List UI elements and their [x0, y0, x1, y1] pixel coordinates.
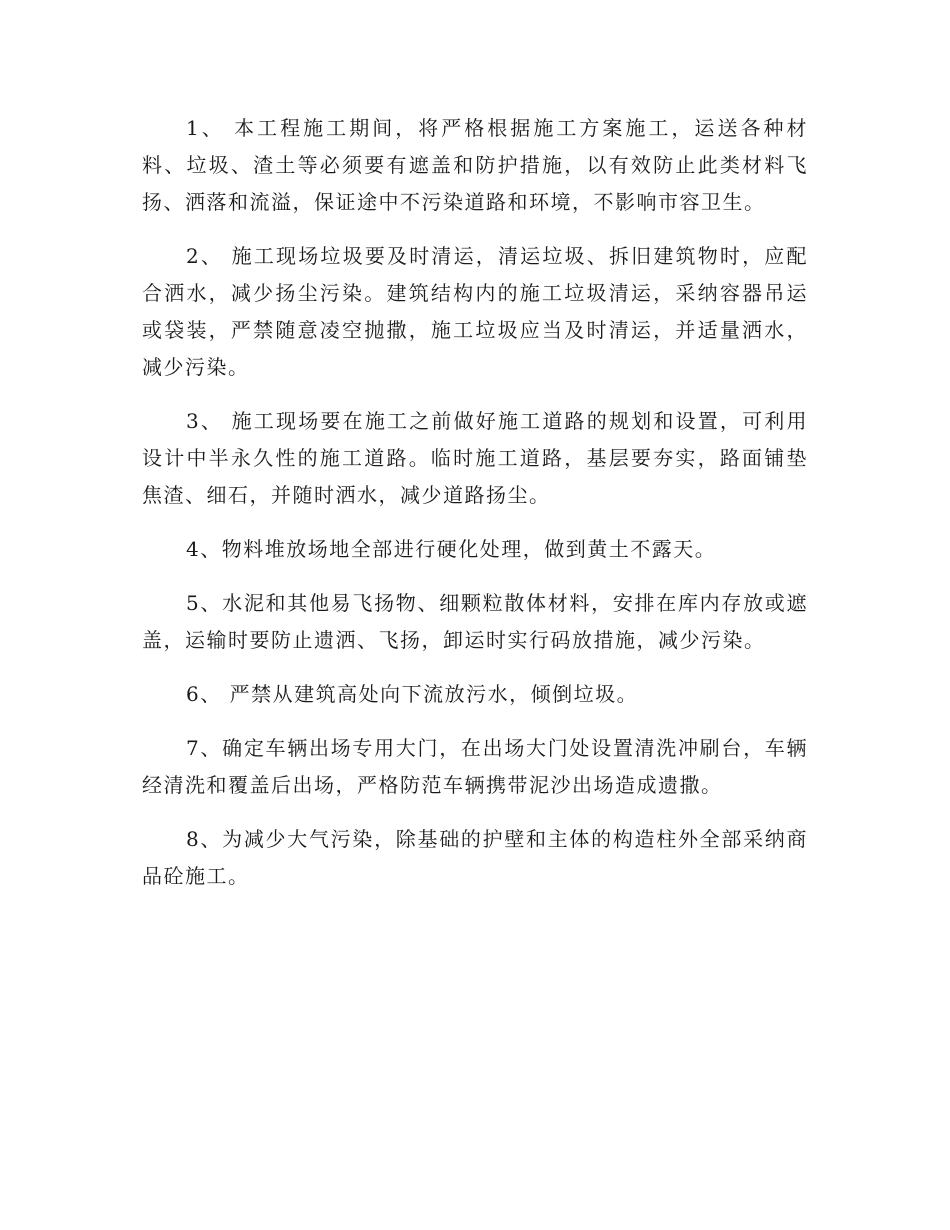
- paragraph-1: 1、 本工程施工期间，将严格根据施工方案施工，运送各种材料、垃圾、渣土等必须要有遮盖和防护措施，以有效防止此类材料飞扬、洒落和流溢，保证途中不污染道路和环境，不影响市容卫生。: [142, 116, 808, 214]
- paragraph-5: 5、水泥和其他易飞扬物、细颗粒散体材料，安排在库内存放或遮盖，运输时要防止遗洒、飞扬，卸运时实行码放措施，减少污染。: [142, 591, 808, 652]
- paragraph-8: 8、为减少大气污染，除基础的护壁和主体的构造柱外全部采纳商品砼施工。: [142, 827, 808, 888]
- paragraph-4: 4、物料堆放场地全部进行硬化处理，做到黄土不露天。: [186, 537, 717, 561]
- paragraph-2: 2、 施工现场垃圾要及时清运，清运垃圾、拆旧建筑物时，应配合洒水，减少扬尘污染。建筑结构内的施工垃圾清运，采纳容器吊运或袋装，严禁随意凌空抛撒，施工垃圾应当及时清运，并适量洒水，减少污染。: [142, 244, 808, 379]
- paragraph-7: 7、确定车辆出场专用大门，在出场大门处设置清洗冲刷台，车辆经清洗和覆盖后出场，严格防范车辆携带泥沙出场造成遗撒。: [142, 736, 808, 797]
- paragraph-3: 3、 施工现场要在施工之前做好施工道路的规划和设置，可利用设计中半永久性的施工道路。临时施工道路，基层要夯实，路面铺垫焦渣、细石，并随时洒水，减少道路扬尘。: [142, 409, 808, 507]
- paragraph-6: 6、 严禁从建筑高处向下流放污水，倾倒垃圾。: [186, 682, 639, 706]
- document-body: [142, 110, 808, 912]
